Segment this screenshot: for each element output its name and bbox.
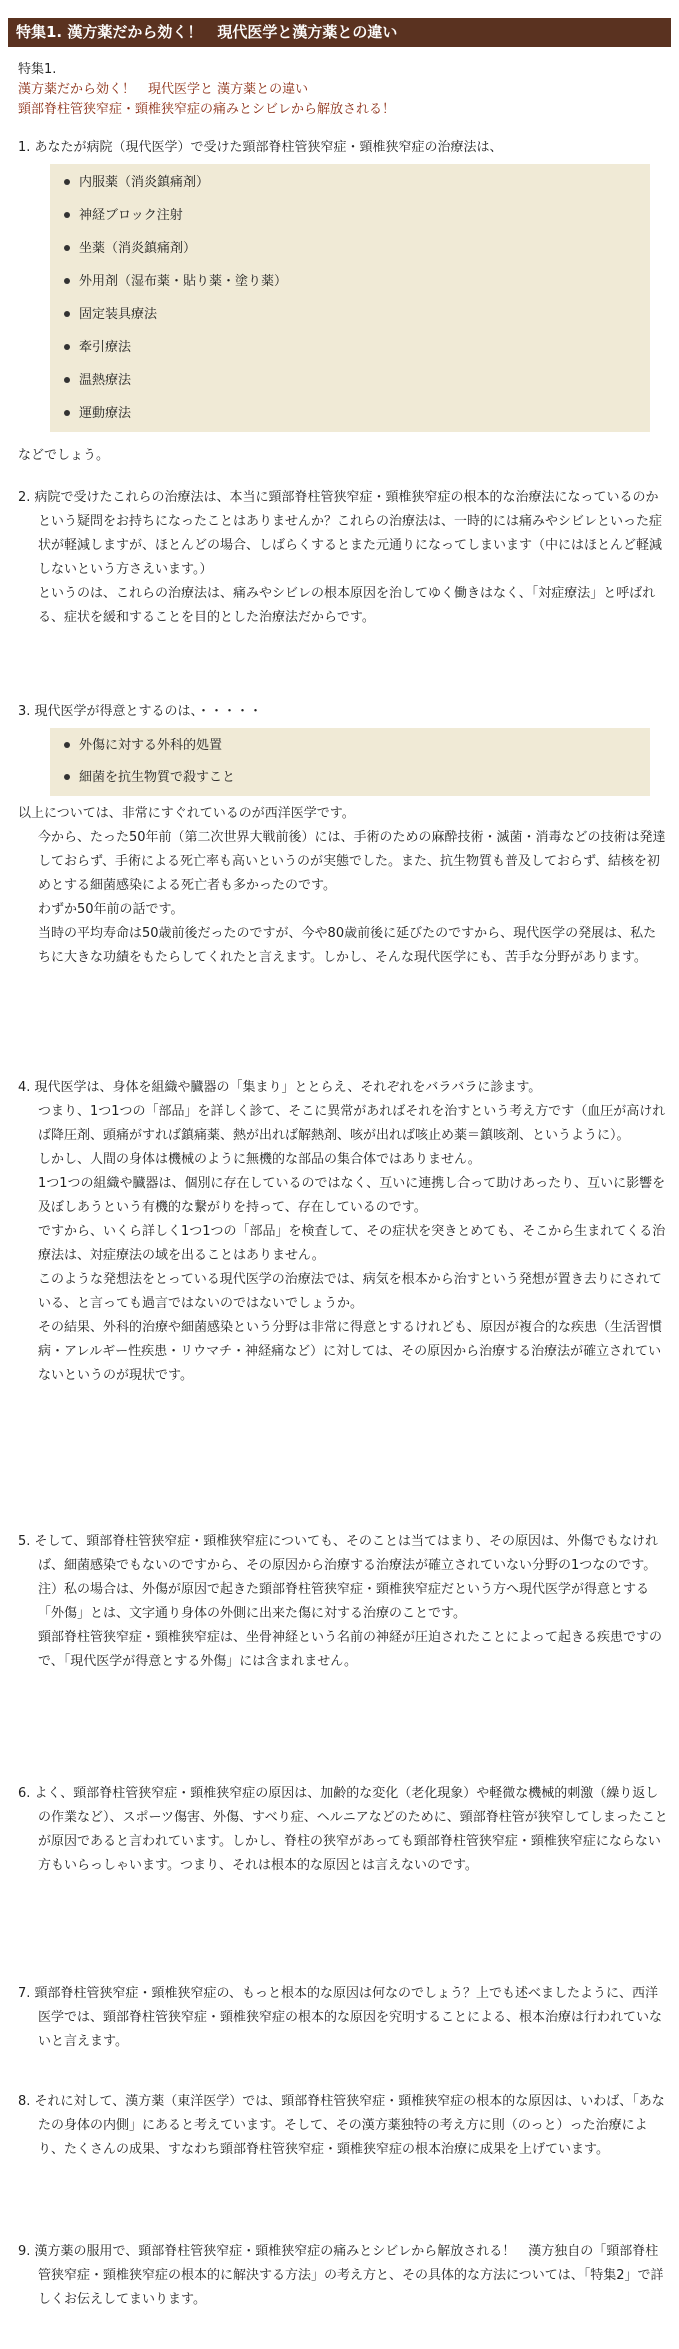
section-3-paragraph-3: わずか50年前の話です。 [38,902,184,917]
section-4-paragraph-2: つまり、1つ1つの「部品」を詳しく診て、そこに異常があればそれを治すという考え方です（血圧が高ければ降圧剤、頭痛がすれば鎮痛薬、熱が出れば解熱剤、咳が出れば咳止め薬＝鎮咳剤、というように）。 [38,1104,666,1143]
list-item [50,199,650,232]
list-item-label: 温熱療法 [79,373,132,388]
section-1-lead: 1. あなたが病院（現代医学）で受けた頸部脊柱管狭窄症・頸椎狭窄症の治療法は、 [18,140,503,155]
section-3-paragraph-1: 以上については、非常にすぐれているのが西洋医学です。 [18,806,355,821]
list-item-label: 細菌を抗生物質で殺すこと [79,770,236,785]
bullet-icon [64,311,70,317]
section-1 [18,136,668,468]
section-4-paragraph-6: このような発想法をとっている現代医学の治療法では、病気を根本から治すという発想が置き去りにされている、と言っても過言ではないのではないでしょうか。 [38,1272,662,1311]
section-3-paragraph-2: 今から、たった50年前（第二次世界大戦前後）には、手術のための麻酔技術・滅菌・消毒などの技術は発達しておらず、手術による死亡率も高いというのが実態でした。また、抗生物質も普及しておらず、結核を初めとする細菌感染による死亡者も多かったのです。 [38,830,666,893]
strengths-list [50,728,650,796]
bullet-icon [64,179,70,185]
list-item-label: 固定装具療法 [79,307,158,322]
section-4-paragraph-5: ですから、いくら詳しく1つ1つの「部品」を検査して、その症状を突きとめても、そこから生まれてくる治療法は、対症療法の域を出ることはありません。 [38,1224,666,1263]
section-2-paragraph-2: というのは、これらの治療法は、痛みやシビレの根本原因を治してゆく働きはなく、「対症療法」と呼ばれる、症状を緩和することを目的とした治療法だからです。 [38,586,656,625]
list-item-label: 外傷に対する外科的処置 [79,738,223,753]
list-item-label: 神経ブロック注射 [79,208,183,223]
list-item [50,166,650,199]
section-4-paragraph-4: 1つ1つの組織や臓器は、個別に存在しているのではなく、互いに連携し合って助けあったり、互いに影響を及ぼしあうという有機的な繋がりを持って、存在しているのです。 [38,1176,666,1215]
list-item [50,331,650,364]
section-5-paragraph-1: 5. そして、頸部脊柱管狭窄症・頸椎狭窄症についても、そのことは当てはまり、その原因は、外傷でもなければ、細菌感染でもないのですから、その原因から治療する治療法が確立されていない分野の1つなのです。 [18,1534,659,1573]
section-2 [18,486,668,630]
page-title: 特集1. 漢方薬だから効く！ 現代医学と漢方薬との違い [8,18,671,47]
list-item [50,397,650,430]
intro-block [18,60,668,120]
section-3-paragraph-4: 当時の平均寿命は50歳前後だったのですが、今や80歳前後に延びたのですから、現代医学の発展は、私たちに大きな功績をもたらしてくれたと言えます。しかし、そんな現代医学にも、苦手な分野があります。 [38,926,657,965]
list-item [50,298,650,331]
section-8 [18,2090,668,2162]
section-5-paragraph-3: 頸部脊柱管狭窄症・頸椎狭窄症は、坐骨神経という名前の神経が圧迫されたことによって起きる疾患ですので、「現代医学が得意とする外傷」には含まれません。 [38,1630,663,1669]
section-5-paragraph-2: 注）私の場合は、外傷が原因で起きた頸部脊柱管狭窄症・頸椎狭窄症だという方へ現代医学が得意とする「外傷」とは、文字通り身体の外側に出来た傷に対する治療のことです。 [38,1582,650,1621]
list-item-label: 外用剤（湿布薬・貼り薬・塗り薬） [79,274,288,289]
intro-label: 特集1. [18,62,57,77]
section-7 [18,1982,668,2054]
list-item [50,364,650,397]
list-item-label: 坐薬（消炎鎮痛剤） [79,241,197,256]
section-4-paragraph-1: 4. 現代医学は、身体を組織や臓器の「集まり」ととらえ、それぞれをバラバラに診ます。 [18,1080,542,1095]
intro-headline-1: 漢方薬だから効く！ 現代医学と 漢方薬との違い [18,82,309,97]
section-3-lead: 3. 現代医学が得意とするのは、・・・・・ [18,704,263,719]
section-6-paragraph-1: 6. よく、頸部脊柱管狭窄症・頸椎狭窄症の原因は、加齢的な変化（老化現象）や軽微な機械的刺激（繰り返しの作業など）、スポーツ傷害、外傷、すべり症、ヘルニアなどのために、頸部脊柱管が狭窄してしまったことが原因であると言われています。しかし、脊柱の狭窄があっても頸部脊柱管狭窄症・頸椎狭窄症にならない方もいらっしゃいます。つまり、それは根本的な原因とは言えないのです。 [18,1786,668,1873]
bullet-icon [64,344,70,350]
section-4 [18,1076,668,1388]
bullet-icon [64,278,70,284]
bullet-icon [64,410,70,416]
list-item-label: 内服薬（消炎鎮痛剤） [79,175,210,190]
section-4-paragraph-7: その結果、外科的治療や細菌感染という分野は非常に得意とするけれども、原因が複合的な疾患（生活習慣病・アレルギー性疾患・リウマチ・神経痛など）に対しては、その原因から治療する治療法が確立されていないというのが現状です。 [38,1320,663,1383]
list-item-label: 牽引療法 [79,340,132,355]
bullet-icon [64,742,70,748]
list-item-label: 運動療法 [79,406,132,421]
list-item [50,762,650,794]
list-item [50,232,650,265]
section-1-after: などでしょう。 [18,448,110,463]
bullet-icon [64,774,70,780]
bullet-icon [64,212,70,218]
section-9 [18,2240,668,2312]
list-item [50,730,650,762]
section-6 [18,1782,668,1878]
intro-headline-2: 頸部脊柱管狭窄症・頸椎狭窄症の痛みとシビレから解放される！ [18,102,396,117]
bullet-icon [64,377,70,383]
section-3 [18,700,668,970]
treatment-list [50,164,650,432]
section-8-paragraph-1: 8. それに対して、漢方薬（東洋医学）では、頸部脊柱管狭窄症・頸椎狭窄症の根本的な原因は、いわば、「あなたの身体の内側」にあると考えています。そして、その漢方薬独特の考え方に則（のっと）った治療により、たくさんの成果、すなわち頸部脊柱管狭窄症・頸椎狭窄症の根本治療に成果を上げています。 [18,2094,665,2157]
section-4-paragraph-3: しかし、人間の身体は機械のように無機的な部品の集合体ではありません。 [38,1152,481,1167]
list-item [50,265,650,298]
bullet-icon [64,245,70,251]
section-2-paragraph-1: 2. 病院で受けたこれらの治療法は、本当に頸部脊柱管狭窄症・頸椎狭窄症の根本的な治療法になっているのかという疑問をお持ちになったことはありませんか？これらの治療法は、一時的には痛みやシビレといった症状が軽減しますが、ほとんどの場合、しばらくするとまた元通りになってしまいます（中にはほとんど軽減しないという方さえいます。） [18,490,663,577]
section-5 [18,1530,668,1674]
section-7-paragraph-1: 7. 頸部脊柱管狭窄症・頸椎狭窄症の、もっと根本的な原因は何なのでしょう？上でも述べましたように、西洋医学では、頸部脊柱管狭窄症・頸椎狭窄症の根本的な原因を究明することによる、根本治療は行われていないと言えます。 [18,1986,663,2049]
section-9-paragraph-1: 9. 漢方薬の服用で、頸部脊柱管狭窄症・頸椎狭窄症の痛みとシビレから解放される！ 漢方独自の「頸部脊柱管狭窄症・頸椎狭窄症の根本的に解決する方法」の考え方と、その具体的な方法については、「特集2」で詳しくお伝えしてまいります。 [18,2244,664,2307]
